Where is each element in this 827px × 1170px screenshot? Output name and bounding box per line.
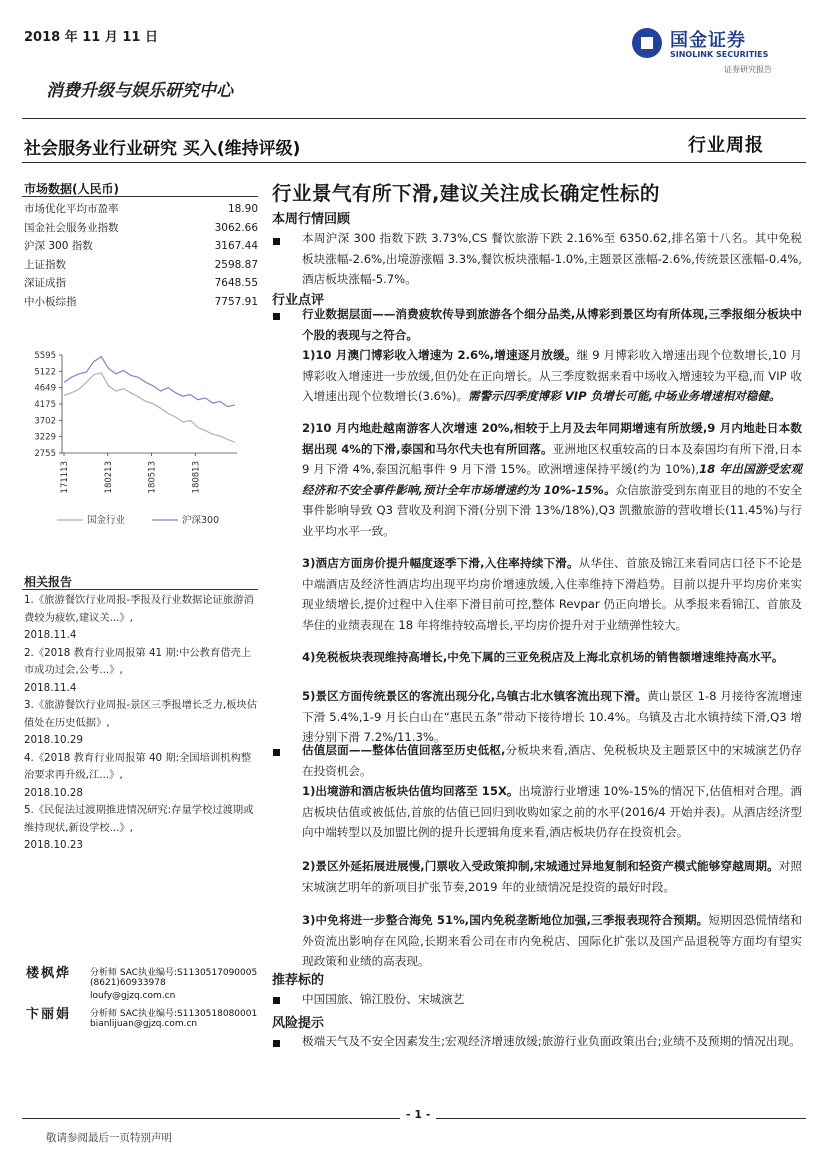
legend-label: 国金行业 xyxy=(87,515,126,526)
market-data-table xyxy=(24,200,258,311)
x-tick-label: 180213 xyxy=(103,461,114,494)
bullet-icon xyxy=(273,997,280,1004)
weekly-review-text: 本周沪深 300 指数下跌 3.73%,CS 餐饮旅游下跌 2.16%至 6350.62,排名第十八名。其中免税板块涨幅-2.6%,出境游涨幅 3.3%,餐饮板块涨幅-1.0%,主题景区涨幅-2.6%,传统景区涨幅-0.4%,酒店板块涨幅-5.7%。 xyxy=(302,231,802,286)
bullet-icon xyxy=(273,238,280,245)
point-hotel: 3)酒店方面房价提升幅度逐季下滑,入住率持续下滑。从华住、首旅及锦江来看同店口径下不论是中端酒店及经济性酒店均出现平均房价增速放缓,入住率维持下滑趋势。目前以提升平均房价来实现业绩增长,提价过程中入住率下滑目前可控,整体 Revpar 仍正向增长。从季报来看锦江、首旅及华住的业绩表现在 18 年将维持较高增长,平均房价提升对于业绩弹性较大。 xyxy=(302,556,802,632)
market-row: 国金社会服务业指数 3062.66 xyxy=(24,221,258,234)
main-title: 行业景气有所下滑,建议关注成长确定性标的 xyxy=(272,182,660,205)
report-date: 2018 年 11 月 11 日 xyxy=(24,30,158,45)
data-level-lead: 行业数据层面——消费疲软传导到旅游各个细分品类,从博彩到景区均有所体现,三季报细分板块中个股的表现与之符合。 xyxy=(302,307,802,342)
market-data-rule xyxy=(22,196,258,197)
related-report-item[interactable]: 1.《旅游餐饮行业周报-季报及行业数据论证旅游消费较为疲软,建议关...》, 2018.11.4 xyxy=(24,594,254,641)
analyst-phone: (8621)60933978 xyxy=(90,978,166,988)
market-row: 深证成指 7648.55 xyxy=(24,277,258,289)
section-recommended: 推荐标的 xyxy=(272,973,325,988)
y-tick-label: 4649 xyxy=(34,383,56,394)
report-type: 行业周报 xyxy=(688,135,764,156)
related-reports-list xyxy=(24,592,258,855)
market-row: 中小板综指 7757.91 xyxy=(24,295,258,308)
series-line-csi300 xyxy=(64,357,235,407)
industry-rating-line: 社会服务业行业研究 买入(维持评级) xyxy=(24,139,301,159)
analyst-sac: 分析师 SAC执业编号:S1130518080001 xyxy=(90,1009,258,1019)
series-line-industry xyxy=(64,373,235,443)
analyst-sac: 分析师 SAC执业编号:S1130517090005 xyxy=(90,968,258,978)
company-logo xyxy=(632,26,792,78)
bullet-icon xyxy=(273,1040,280,1047)
disclaimer-note: 敬请参阅最后一页特别声明 xyxy=(46,1132,172,1144)
y-tick-label: 3229 xyxy=(34,432,56,443)
valuation-point-2: 2)景区外延拓展进展慢,门票收入受政策抑制,宋城通过异地复制和轻资产模式能够穿越周期。对照宋城演艺明年的新项目扩张节奏,2019 年的业绩情况是投资的最好时段。 xyxy=(302,859,802,894)
y-tick-label: 5122 xyxy=(34,367,56,378)
research-center-name: 消费升级与娱乐研究中心 xyxy=(46,81,233,101)
related-reports-rule xyxy=(22,589,258,590)
y-tick-label: 2755 xyxy=(34,449,56,459)
legend-label: 沪深300 xyxy=(182,515,220,526)
logo-mark-icon xyxy=(632,28,662,58)
bullet-icon xyxy=(273,749,280,756)
section-industry-comment: 行业点评 xyxy=(272,293,325,308)
section-weekly-review: 本周行情回顾 xyxy=(272,212,351,227)
logo-subtitle: 证券研究报告 xyxy=(724,65,772,74)
risk-text: 极端天气及不安全因素发生;宏观经济增速放缓;旅游行业负面政策出台;业绩不及预期的情况出现。 xyxy=(302,1034,801,1048)
x-tick-label: 180513 xyxy=(147,461,158,494)
related-report-item[interactable]: 4.《2018 教育行业周报第 40 期:全国培训机构整治要求再升级,江...》, 2018.10.28 xyxy=(24,751,252,799)
x-tick-label: 180813 xyxy=(191,461,202,494)
analyst-name: 卞丽娟 xyxy=(26,1007,72,1022)
y-tick-label: 3702 xyxy=(34,416,56,427)
page-number: - 1 - xyxy=(400,1108,436,1121)
header-divider xyxy=(22,118,806,119)
performance-chart xyxy=(22,345,262,535)
y-tick-label: 5595 xyxy=(34,351,56,361)
section-risk: 风险提示 xyxy=(272,1016,325,1031)
related-report-item[interactable]: 2.《2018 教育行业周报第 41 期:中公教育借壳上市成功过会,公考...》, 2018.11.4 xyxy=(24,646,252,694)
analyst-name: 楼枫烨 xyxy=(26,966,72,981)
market-data-title: 市场数据(人民币) xyxy=(24,182,119,196)
related-report-item[interactable]: 3.《旅游餐饮行业周报-景区三季报增长乏力,板块估值处在历史低据》, 2018.10.29 xyxy=(24,699,258,746)
market-row: 市场优化平均市盈率 18.90 xyxy=(24,203,258,215)
point-duty-free: 4)免税板块表现维持高增长,中免下属的三亚免税店及上海北京机场的销售额增速维持高水平。 xyxy=(302,650,784,664)
recommended-stocks: 中国国旅、锦江股份、宋城演艺 xyxy=(302,992,465,1006)
market-row: 上证指数 2598.87 xyxy=(24,258,258,271)
valuation-lead: 估值层面——整体估值回落至历史低枢,分板块来看,酒店、免税板块及主题景区中的宋城演艺仍存在投资机会。 xyxy=(302,743,803,778)
valuation-point-3: 3)中免将进一步整合海免 51%,国内免税垄断地位加强,三季报表现符合预期。短期因恐慌情绪和外资流出影响存在风险,长期来看公司在市内免税店、国际化扩张以及国产品退税等方面均有望实现政策和业绩的高表现。 xyxy=(302,913,802,968)
market-row: 沪深 300 指数 3167.44 xyxy=(24,240,258,252)
title-divider xyxy=(22,162,806,163)
related-report-item[interactable]: 5.《民促法过渡期推进情况研究:存量学校过渡期或维持现状,新设学校...》, 2018.10.23 xyxy=(24,804,254,851)
logo-text-cn: 国金证券 xyxy=(670,30,746,51)
point-macau-gaming: 1)10 月澳门博彩收入增速为 2.6%,增速逐月放缓。继 9 月博彩收入增速出现个位数增长,10 月博彩收入增速进一步放缓,但仍处在正向增长。从三季度数据来看中场收入增速较为平稳,而 VIP 收入增速出现个位数增长(3.6%)。需警示四季度博彩 VIP 负增长可能,中场业务增速相对稳健。 xyxy=(302,348,802,403)
logo-text-en: SINOLINK SECURITIES xyxy=(670,50,769,59)
point-scenic-areas: 5)景区方面传统景区的客流出现分化,乌镇古北水镇客流出现下滑。黄山景区 1-8 月接待客流增速下滑 5.4%,1-9 月长白山在“惠民五条”带动下接待增长 10.4%。乌镇及古北水镇持续下滑,Q3 增速分别下滑 7.2%/11.3%。 xyxy=(302,689,802,744)
analyst-email[interactable]: bianlijuan@gjzq.com.cn xyxy=(90,1019,198,1029)
analyst-email[interactable]: loufy@gjzq.com.cn xyxy=(90,991,176,1001)
valuation-point-1: 1)出境游和酒店板块估值均回落至 15X。出境游行业增速 10%-15%的情况下,估值相对合理。酒店板块估值或被低估,首旅的估值已回归到收购如家之前的水平(2016/4 开始并表)。从酒店经济型向中端转型以及加盟比例的提升长逻辑角度来看,酒店板块仍存在投资机会。 xyxy=(302,784,803,839)
point-outbound-travel: 2)10 月内地赴越南游客人次增速 20%,相较于上月及去年同期增速有所放缓,9 月内地赴日本数据出现 4%的下滑,泰国和马尔代夫也有所回落。亚洲地区权重较高的日本及泰国均有所下滑,日本 9 月下滑 4%,泰国沉船事件 9 月下滑 15%。欧洲增速保持平缓(约为 10%),18 年出国游受宏观经济和不安全事件影响,预计全年市场增速约为 10%-15%。众信旅游受到东南亚目的地的不安全事件影响导致 Q3 营收及利润下滑(分别下滑 13%/18%),Q3 凯撒旅游的营收增长(11.45%)与行业平均水平一致。 xyxy=(302,421,802,538)
y-tick-label: 4175 xyxy=(34,400,56,410)
x-tick-label: 171113 xyxy=(60,461,70,494)
bullet-icon xyxy=(273,313,280,320)
related-reports-title: 相关报告 xyxy=(24,575,73,589)
